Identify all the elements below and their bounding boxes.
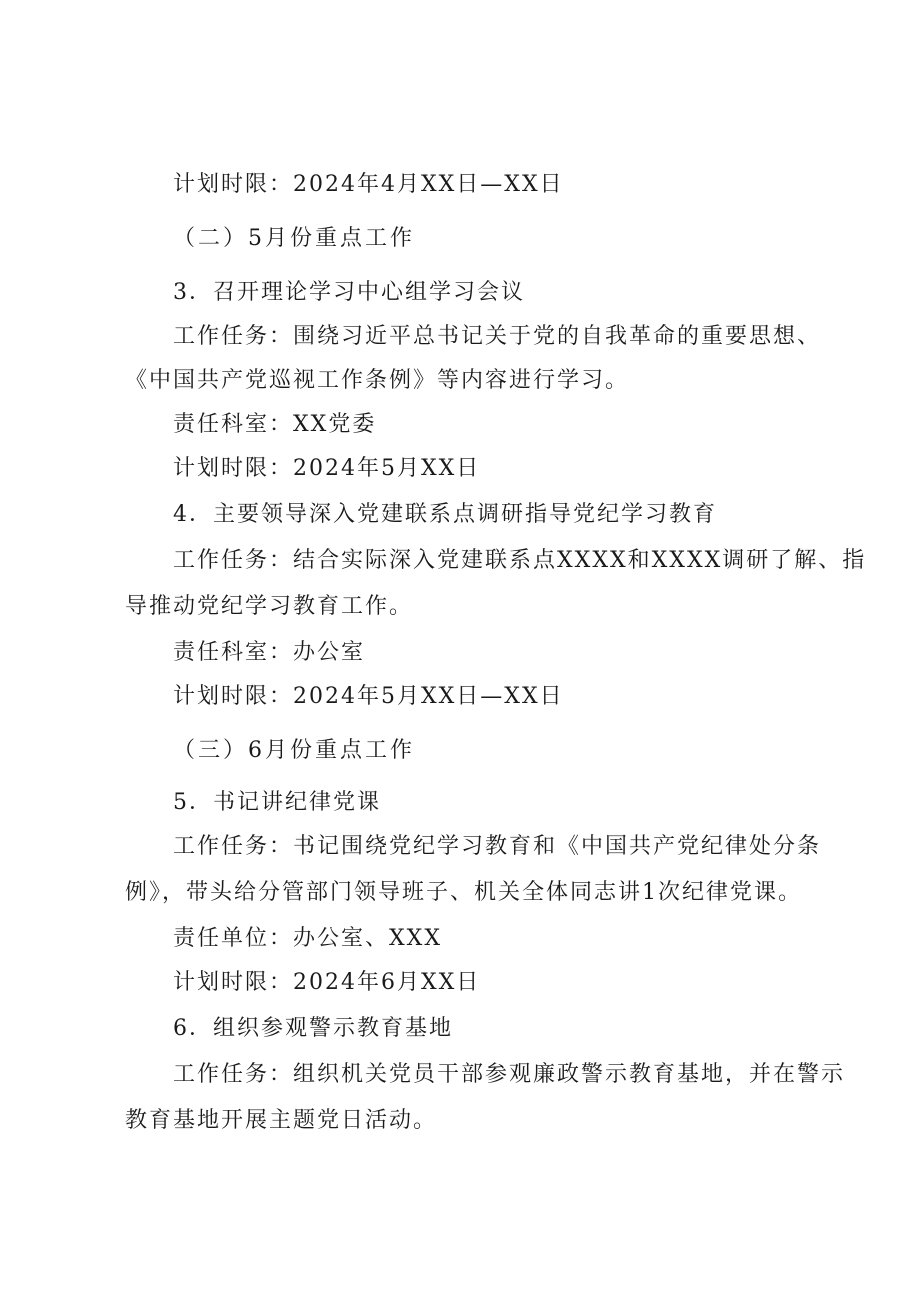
item-3-plan-time: 计划时限：2024年5月XX日	[173, 456, 481, 481]
item-4-task-line-1: 工作任务：结合实际深入党建联系点XXXX和XXXX调研了解、指	[173, 548, 867, 573]
section-heading-june: （三）6月份重点工作	[173, 738, 415, 763]
item-5-task-line-1: 工作任务：书记围绕党纪学习教育和《中国共产党纪律处分条	[173, 834, 822, 859]
item-3-task-line-1: 工作任务：围绕习近平总书记关于党的自我革命的重要思想、	[173, 324, 822, 349]
item-3-responsible-dept: 责任科室：XX党委	[173, 412, 377, 437]
item-5-plan-time: 计划时限：2024年6月XX日	[173, 970, 481, 995]
item-4-plan-time: 计划时限：2024年5月XX日—XX日	[173, 684, 564, 709]
item-4-responsible-dept: 责任科室：办公室	[173, 640, 366, 665]
item-4-task-line-2: 导推动党纪学习教育工作。	[125, 594, 414, 619]
item-5-responsible-unit: 责任单位：办公室、XXX	[173, 926, 442, 951]
item-6-title: 6．组织参观警示教育基地	[173, 1016, 453, 1041]
section-heading-may: （二）5月份重点工作	[173, 226, 415, 251]
item-6-task-line-1: 工作任务：组织机关党员干部参观廉政警示教育基地，并在警示	[173, 1062, 846, 1087]
item-3-title: 3．召开理论学习中心组学习会议	[173, 280, 525, 305]
item-4-title: 4．主要领导深入党建联系点调研指导党纪学习教育	[173, 502, 717, 527]
plan-time-april: 计划时限：2024年4月XX日—XX日	[173, 172, 564, 197]
item-5-task-line-2: 例》，带头给分管部门领导班子、机关全体同志讲1次纪律党课。	[125, 880, 802, 905]
item-3-task-line-2: 《中国共产党巡视工作条例》等内容进行学习。	[125, 368, 630, 393]
item-5-title: 5．书记讲纪律党课	[173, 790, 381, 815]
item-6-task-line-2: 教育基地开展主题党日活动。	[125, 1108, 438, 1133]
